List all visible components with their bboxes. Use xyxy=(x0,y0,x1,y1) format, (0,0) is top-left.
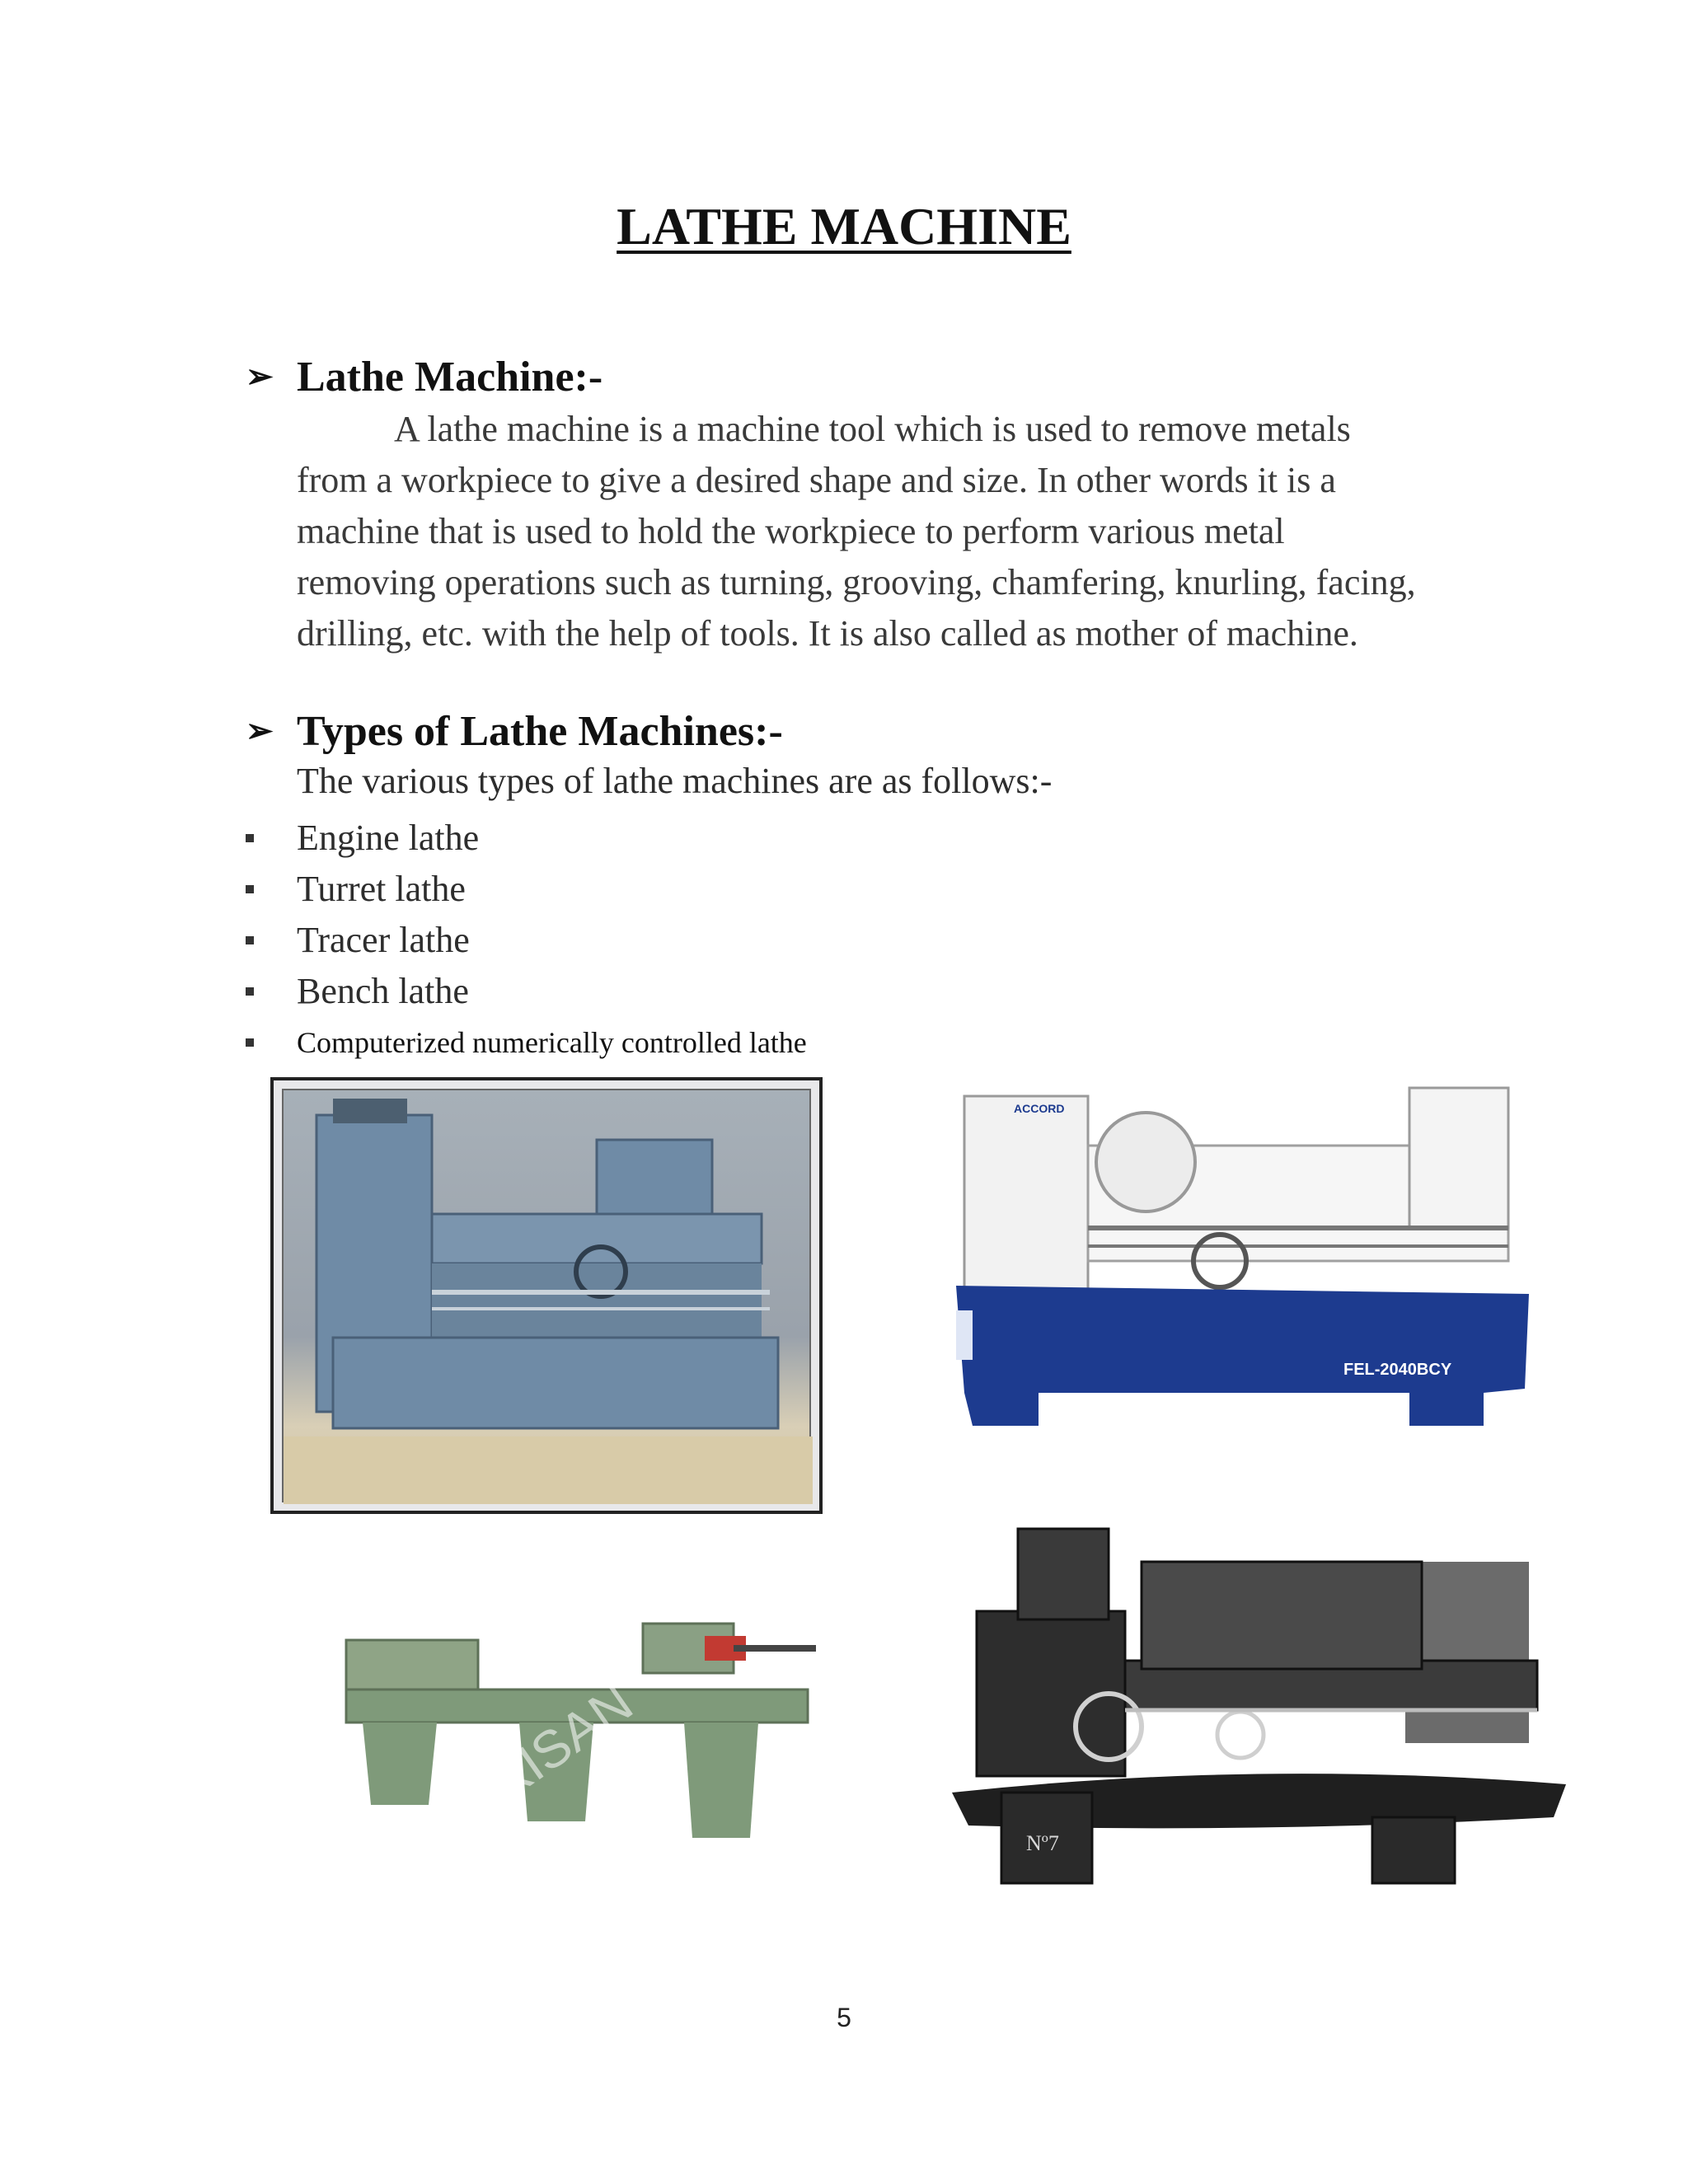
list-item: Computerized numerically controlled lathe xyxy=(246,1017,807,1068)
green-lathe-photo xyxy=(330,1591,824,1863)
machine-brand-label: ACCORD xyxy=(1014,1102,1065,1115)
machine-number-label: Nº7 xyxy=(1026,1831,1059,1855)
list-item: Engine lathe xyxy=(246,813,807,864)
green-lathe-illustration xyxy=(330,1591,824,1863)
section-heading-text: Types of Lathe Machines:- xyxy=(297,708,783,755)
vintage-lathe-illustration xyxy=(944,1512,1570,1908)
paragraph-line: A lathe machine is a machine tool which is used to remove metals xyxy=(394,409,1351,449)
engine-lathe-illustration xyxy=(284,1090,813,1504)
paragraph-line: removing operations such as turning, grooving, chamfering, knurling, facing, xyxy=(297,562,1416,602)
engine-lathe-photo xyxy=(270,1077,823,1514)
square-bullet-icon xyxy=(246,834,254,842)
list-item: Bench lathe xyxy=(246,966,807,1017)
lathe-types-list xyxy=(246,813,807,1068)
paragraph-line: from a workpiece to give a desired shape and size. In other words it is a xyxy=(297,460,1336,500)
square-bullet-icon xyxy=(246,885,254,893)
page-number: 5 xyxy=(837,2003,851,2032)
arrow-bullet-icon: ➢ xyxy=(246,712,274,749)
page-title: LATHE MACHINE xyxy=(617,197,1071,255)
blue-engine-lathe-illustration xyxy=(948,1063,1537,1442)
list-item: Tracer lathe xyxy=(246,915,807,966)
square-bullet-icon xyxy=(246,987,254,996)
definition-paragraph xyxy=(297,404,1484,659)
list-item: Turret lathe xyxy=(246,864,807,915)
arrow-bullet-icon: ➢ xyxy=(246,358,274,395)
types-intro: The various types of lathe machines are as follows:- xyxy=(297,761,1053,801)
paragraph-line: drilling, etc. with the help of tools. It is also called as mother of machine. xyxy=(297,613,1358,654)
section-heading-lathe-machine xyxy=(246,353,603,401)
machine-model-label: FEL-2040BCY xyxy=(1343,1361,1452,1379)
watermark-text: KISAN xyxy=(479,1672,644,1812)
vintage-lathe-photo xyxy=(944,1512,1570,1908)
square-bullet-icon xyxy=(246,936,254,944)
blue-engine-lathe-photo xyxy=(948,1063,1537,1442)
section-heading-types xyxy=(246,707,783,756)
square-bullet-icon xyxy=(246,1038,254,1047)
section-heading-text: Lathe Machine:- xyxy=(297,354,603,401)
paragraph-line: machine that is used to hold the workpiece to perform various metal xyxy=(297,511,1285,551)
